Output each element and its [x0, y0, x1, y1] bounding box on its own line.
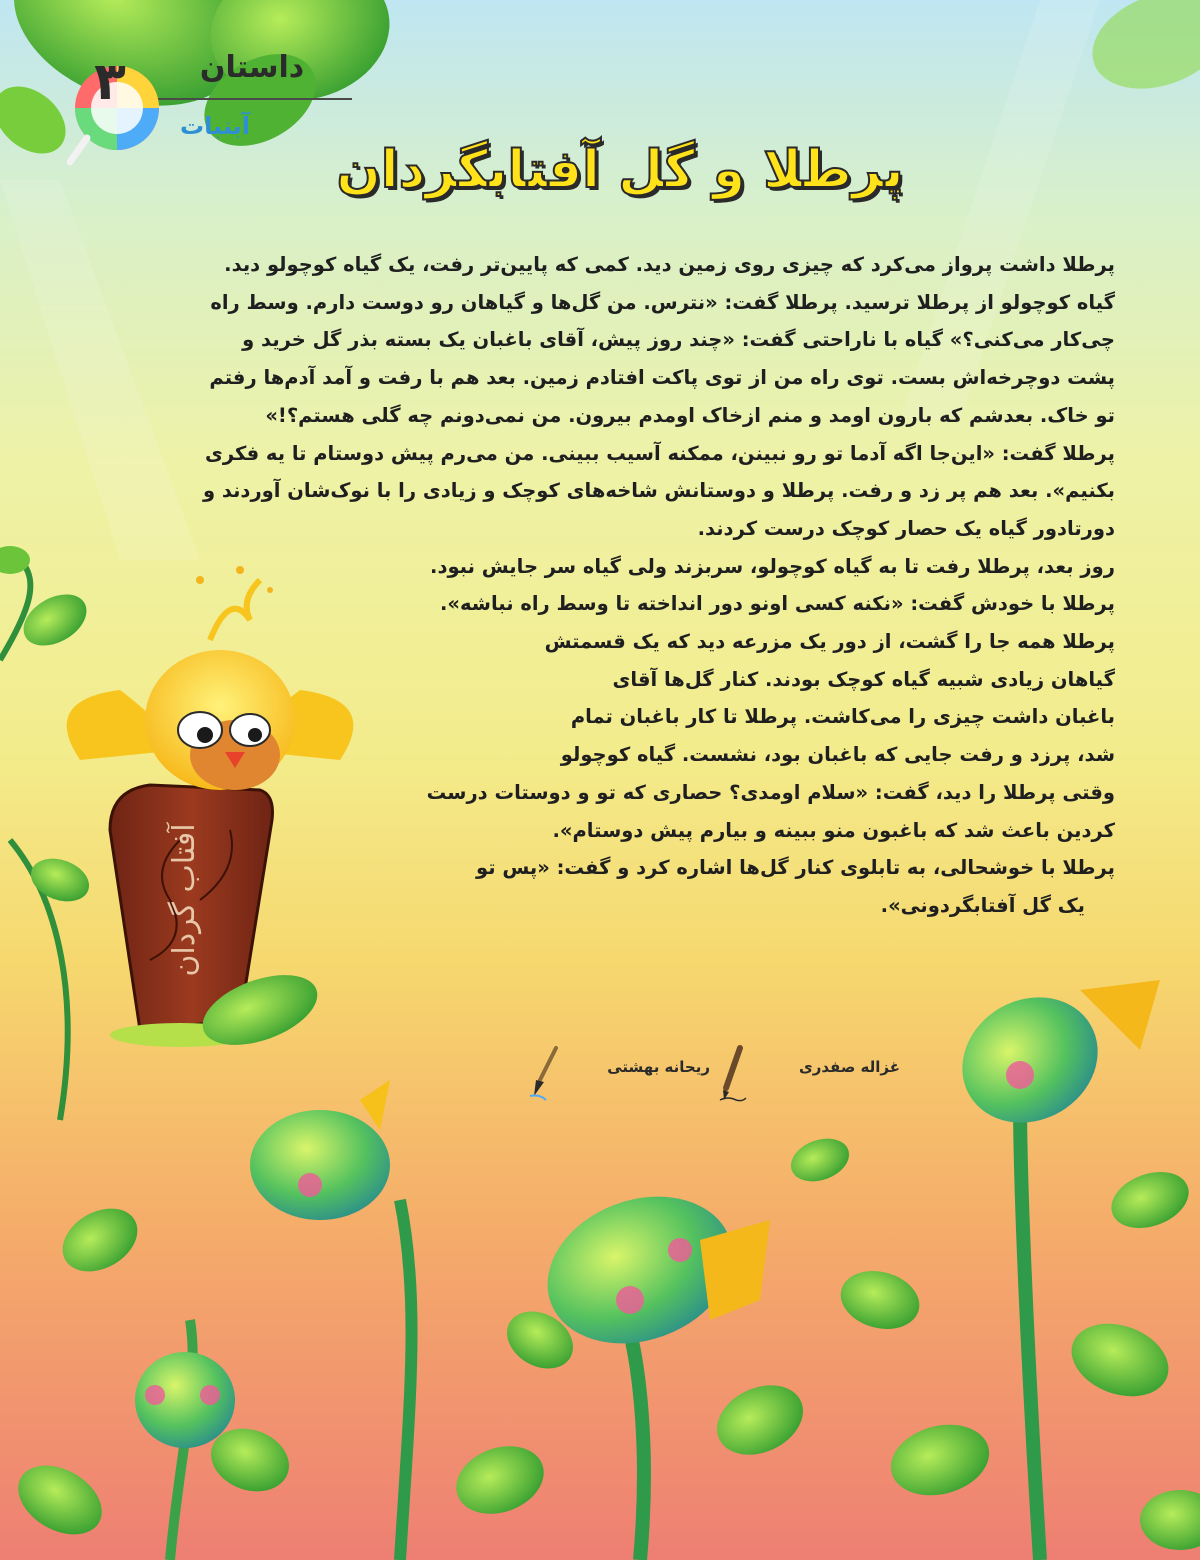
- story-line: شد، پرزد و رفت جایی که باغبان بود، نشست. گیاه کوچولو: [560, 743, 1115, 767]
- left-vines: [0, 546, 95, 1120]
- story-line: پشت دوچرخه‌اش بست. توی راه من از توی پاکت افتادم زمین. بعد هم با رفت و آمد آدم‌ها رفتم: [209, 366, 1115, 390]
- story-line: گیاه کوچولو از پرطلا ترسید. پرطلا گفت: «نترس. من گل‌ها و گیاهان رو دوست دارم. وسط راه: [210, 290, 1115, 314]
- story-title: پرطلا و گل آفتابگردان: [336, 140, 904, 200]
- story-line: گیاهان زیادی شبیه گیاه کوچک بودند. کنار گل‌ها آقای: [612, 667, 1115, 691]
- story-line: پرطلا گفت: «این‌جا اگه آدما تو رو نبینن، ممکنه آسیب ببینی. من می‌رم پیش دوستام تا یه فکری: [204, 441, 1115, 465]
- section-title: داستان: [199, 50, 305, 85]
- story-line: پرطلا داشت پرواز می‌کرد که چیزی روی زمین دید. کمی که پایین‌تر رفت، یک گیاه کوچولو دید.: [224, 253, 1115, 276]
- issue-number: ۳: [94, 52, 126, 112]
- story-line: روز بعد، پرطلا رفت تا به گیاه کوچولو، سربزند ولی گیاه سر جایش نبود.: [430, 554, 1115, 578]
- story-line: پرطلا با خودش گفت: «نکنه کسی اونو دور انداخته تا وسط راه نباشه».: [439, 592, 1115, 616]
- story-line: چی‌کار می‌کنی؟» گیاه با ناراحتی گفت: «چند روز پیش، آقای باغبان یک بسته بذر گل خرید و: [242, 328, 1115, 352]
- section-divider: [152, 98, 352, 100]
- story-line: وقتی پرطلا را دید، گفت: «سلام اومدی؟ حصاری که تو و دوستات درست: [426, 780, 1115, 804]
- story-line: یک گل آفتابگردونی».: [880, 893, 1085, 917]
- story-line: پرطلا همه جا را گشت، از دور یک مزرعه دید که یک قسمتش: [544, 630, 1115, 654]
- story-line: تو خاک. بعدشم که بارون اومد و منم ازخاک اومدم بیرون. من نمی‌دونم چه گلی هستم؟!»: [265, 403, 1115, 427]
- story-line: بکنیم». بعد هم پر زد و رفت. پرطلا و دوستانش شاخه‌های کوچک و زیادی را با نوک‌شان آوردند و: [202, 479, 1115, 503]
- writer-credit: غزاله صفدری: [798, 1058, 900, 1076]
- illustrator-credit: ریحانه بهشتی: [607, 1058, 710, 1076]
- brand-logo: آبنبات: [180, 112, 250, 140]
- story-line: پرطلا با خوشحالی، به تابلوی کنار گل‌ها اشاره کرد و گفت: «پس تو: [476, 856, 1115, 880]
- sign-label: آفتاب گردان: [167, 823, 202, 977]
- story-text: [90, 246, 1115, 996]
- paintbrush-icon: [526, 1044, 562, 1104]
- pencil-icon: [718, 1044, 748, 1104]
- story-line: کردین باعث شد که باغبون منو ببینه و بیارم پیش دوستام».: [552, 818, 1115, 842]
- story-line: دورتادور گیاه یک حصار کوچک درست کردند.: [697, 516, 1115, 540]
- story-line: باغبان داشت چیزی را می‌کاشت. پرطلا تا کار باغبان تمام: [570, 705, 1115, 729]
- credits: [520, 1048, 900, 1108]
- section-header: [152, 50, 352, 100]
